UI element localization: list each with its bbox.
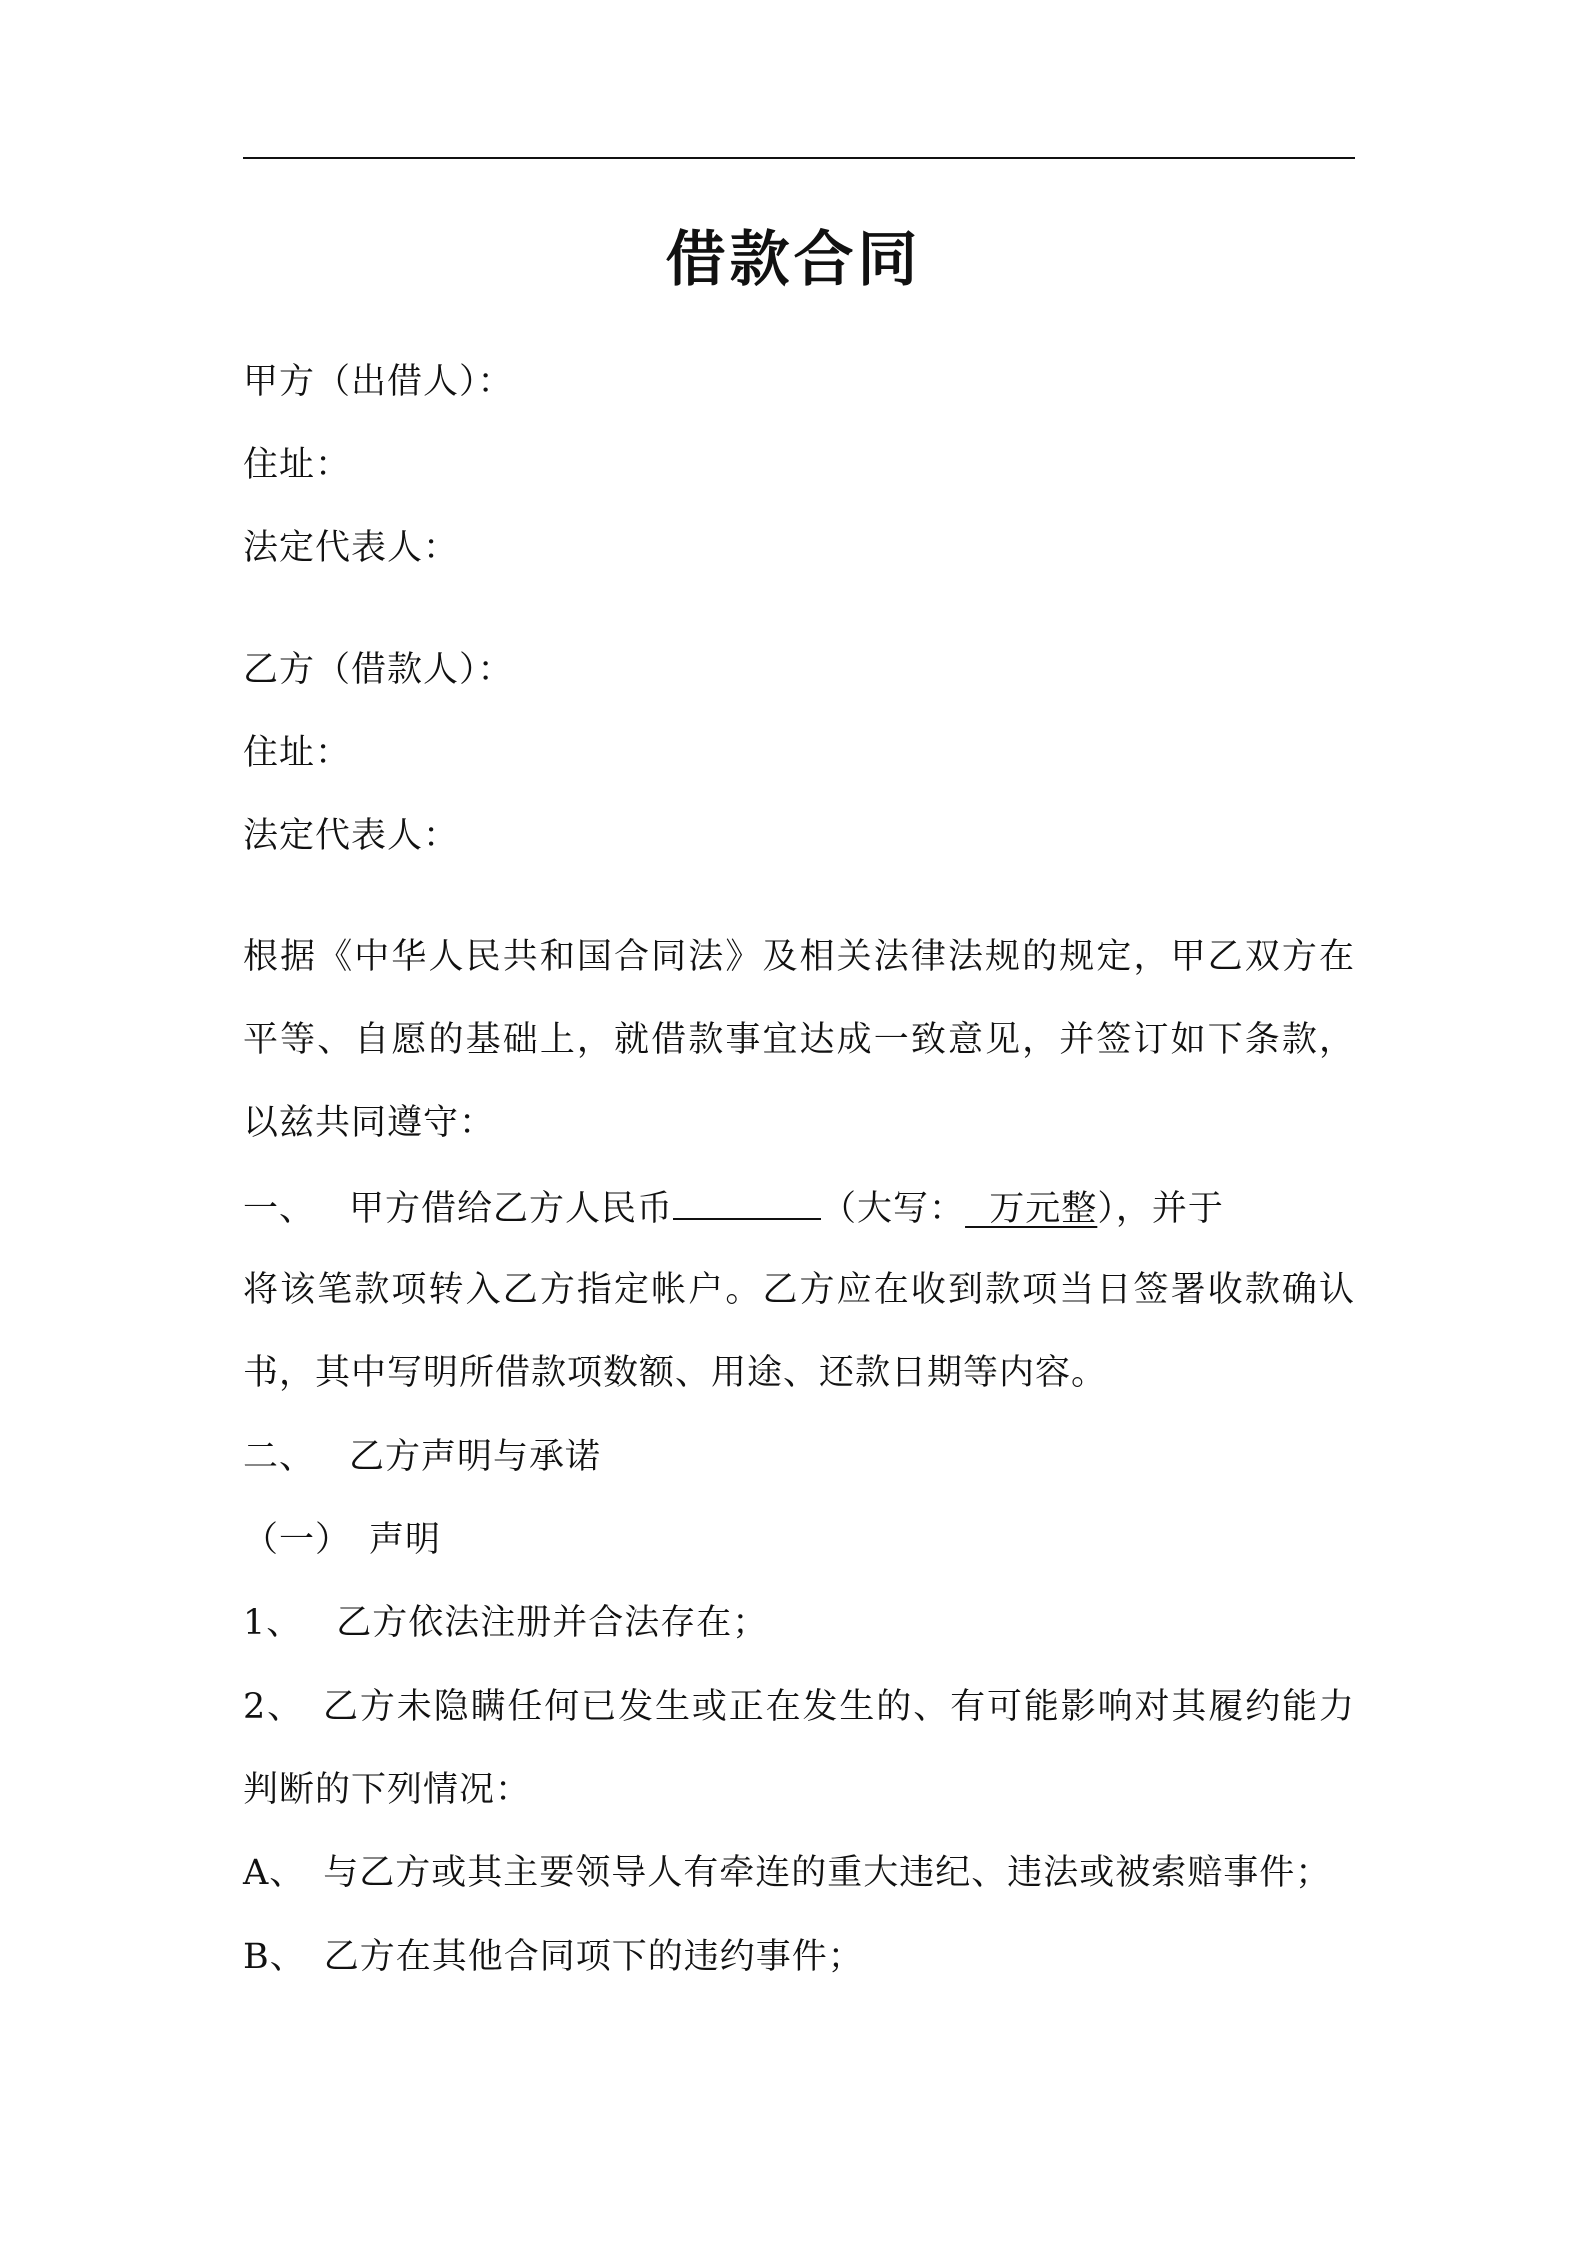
- clause-1-text-after-blank: （大写：: [821, 1189, 966, 1229]
- party-b-representative: 法定代表人：: [243, 816, 460, 856]
- item-b: [243, 1932, 864, 1982]
- party-a-address: 住址：: [243, 445, 352, 485]
- item-b-text: 乙方在其他合同项下的违约事件；: [323, 1937, 864, 1977]
- preamble-line-2: 平等、自愿的基础上，就借款事宜达成一致意见，并签订如下条款，: [243, 1020, 1355, 1060]
- item-a: [243, 1848, 1331, 1898]
- item-1-number: 1、: [243, 1603, 303, 1643]
- item-1-text: 乙方依法注册并合法存在；: [336, 1603, 769, 1643]
- preamble-line-3: 以兹共同遵守：: [243, 1103, 496, 1143]
- item-2-line-2: 判断的下列情况：: [243, 1770, 532, 1810]
- subsection-1-text: 声明: [369, 1520, 442, 1560]
- party-a-representative: 法定代表人：: [243, 528, 460, 568]
- header-rule: [243, 157, 1355, 159]
- item-2-number: 2、: [243, 1687, 305, 1727]
- preamble-line-1: 根据《中华人民共和国合同法》及相关法律法规的规定，甲乙双方在: [243, 937, 1355, 977]
- clause-2-text: 乙方声明与承诺: [349, 1437, 602, 1477]
- clause-1-text-before-blank: 甲方借给乙方人民币: [349, 1189, 674, 1229]
- subsection-1-heading: [243, 1515, 441, 1565]
- party-b-address: 住址：: [243, 733, 352, 773]
- document-title: 借款合同: [665, 225, 922, 295]
- clause-1-line-3: 书，其中写明所借款项数额、用途、还款日期等内容。: [243, 1353, 1108, 1393]
- clause-1-line-2: 将该笔款项转入乙方指定帐户。乙方应在收到款项当日签署收款确认: [243, 1270, 1355, 1310]
- amount-in-words: 万元整: [965, 1189, 1098, 1229]
- item-2-line-1: [243, 1682, 1355, 1732]
- party-a-heading: 甲方（出借人）：: [243, 362, 514, 402]
- clause-2-heading: [243, 1432, 601, 1482]
- clause-1-line-1: [243, 1182, 1224, 1234]
- item-2-text-line-1: 乙方未隐瞒任何已发生或正在发生的、有可能影响对其履约能力: [322, 1687, 1355, 1727]
- item-b-number: B、: [243, 1937, 306, 1977]
- clause-2-number: 二、: [243, 1437, 316, 1477]
- subsection-1-number: （一）: [243, 1520, 352, 1560]
- item-1: [243, 1598, 768, 1648]
- item-a-text: 与乙方或其主要领导人有牵连的重大违纪、违法或被索赔事件；: [323, 1853, 1332, 1893]
- amount-blank: [673, 1182, 821, 1220]
- party-b-heading: 乙方（借款人）：: [243, 650, 514, 690]
- clause-1-number: 一、: [243, 1189, 316, 1229]
- item-a-number: A、: [243, 1853, 306, 1893]
- clause-1-text-end: ），并于: [1097, 1189, 1224, 1229]
